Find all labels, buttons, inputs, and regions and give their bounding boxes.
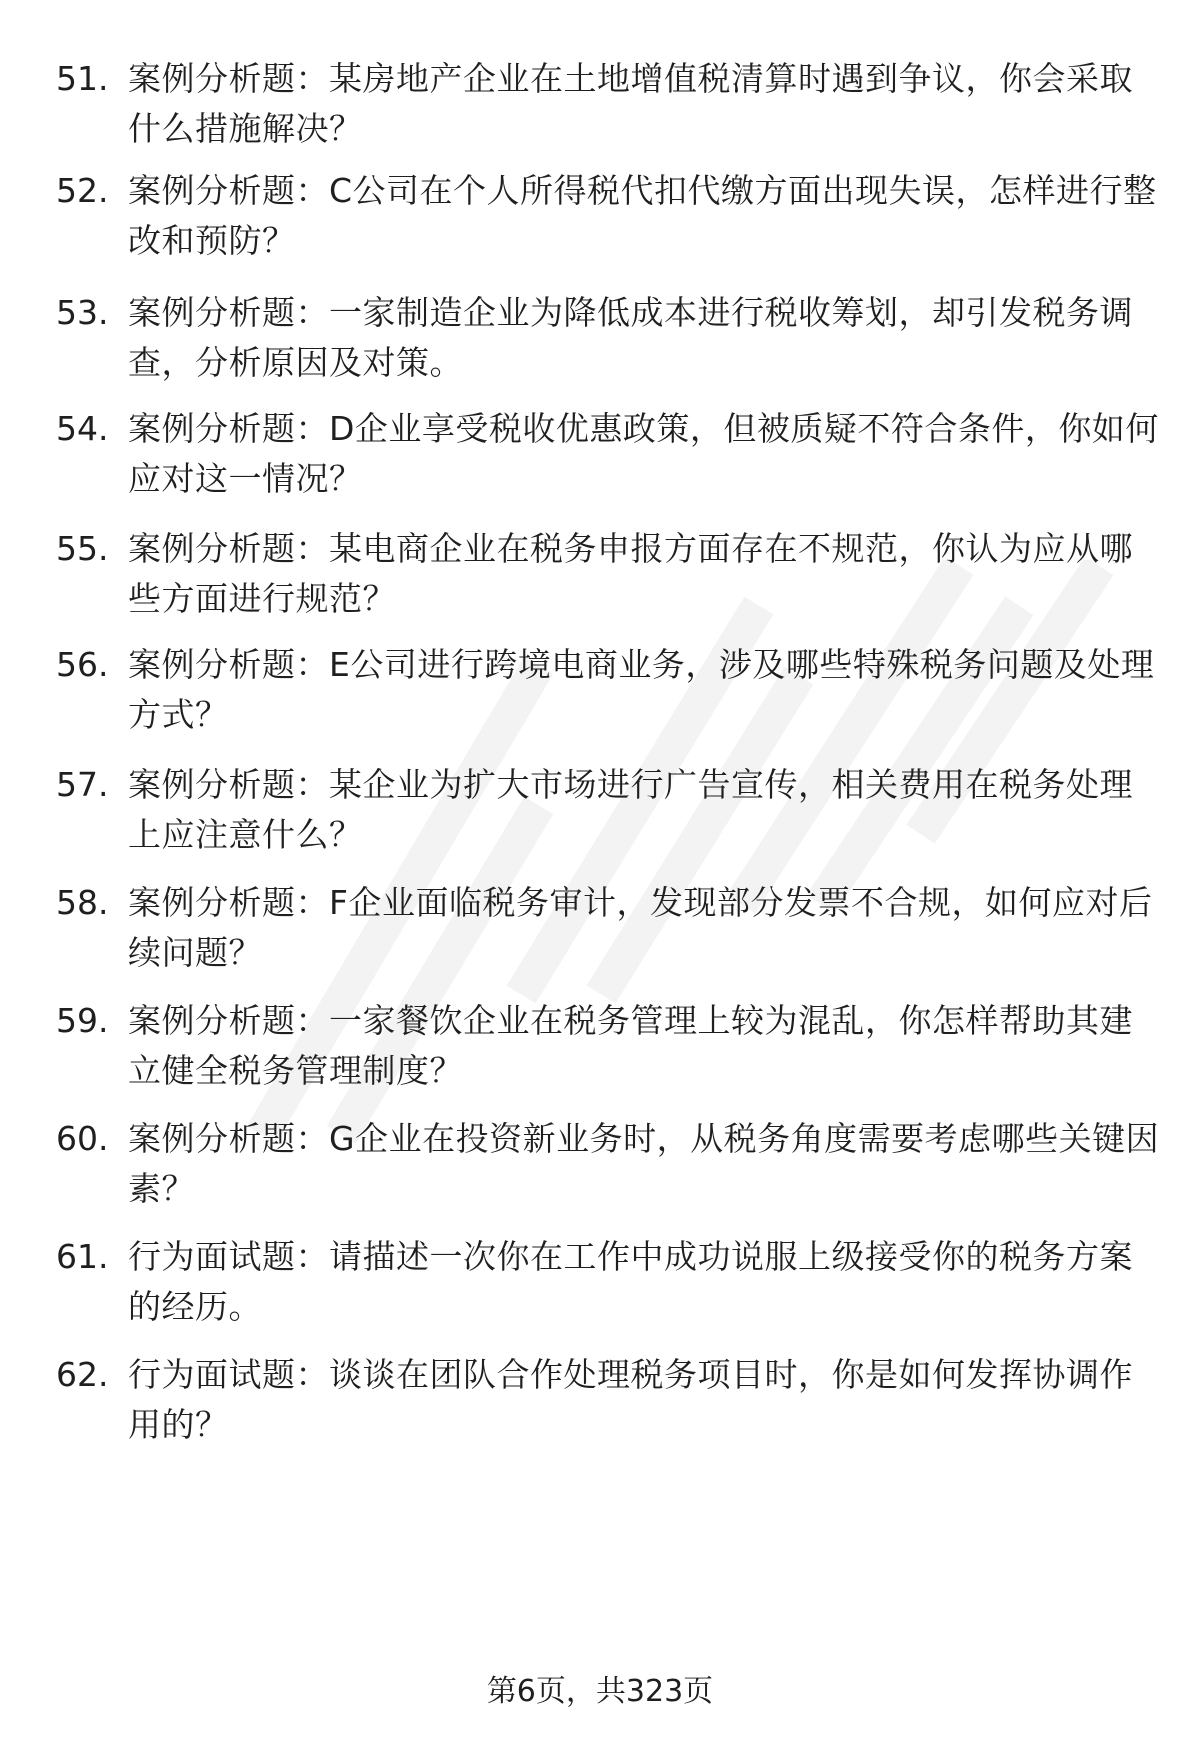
question-item-58 <box>0 878 1200 988</box>
question-number: 54. <box>56 409 109 448</box>
question-item-56 <box>0 640 1200 750</box>
question-number: 53. <box>56 293 109 332</box>
question-item-54 <box>0 404 1200 514</box>
question-text: 行为面试题：谈谈在团队合作处理税务项目时，你是如何发挥协调作用的？ <box>128 1355 1133 1444</box>
question-item-55 <box>0 524 1200 634</box>
question-text: 案例分析题：E公司进行跨境电商业务，涉及哪些特殊税务问题及处理方式？ <box>128 645 1155 734</box>
question-text: 案例分析题：某电商企业在税务申报方面存在不规范，你认为应从哪些方面进行规范？ <box>128 529 1133 618</box>
question-item-60 <box>0 1114 1200 1224</box>
question-text: 案例分析题：G企业在投资新业务时，从税务角度需要考虑哪些关键因素？ <box>128 1119 1160 1208</box>
question-text: 案例分析题：一家制造企业为降低成本进行税收筹划，却引发税务调查，分析原因及对策。 <box>128 293 1133 382</box>
question-item-51 <box>0 54 1200 164</box>
question-text: 案例分析题：某房地产企业在土地增值税清算时遇到争议，你会采取什么措施解决？ <box>128 59 1133 148</box>
question-number: 52. <box>56 171 109 210</box>
question-item-57 <box>0 760 1200 870</box>
question-text: 案例分析题：C公司在个人所得税代扣代缴方面出现失误，怎样进行整改和预防？ <box>128 171 1157 260</box>
question-number: 60. <box>56 1119 109 1158</box>
question-item-62 <box>0 1350 1200 1460</box>
question-number: 57. <box>56 765 109 804</box>
question-item-61 <box>0 1232 1200 1342</box>
question-item-53 <box>0 288 1200 398</box>
question-number: 59. <box>56 1001 109 1040</box>
question-number: 56. <box>56 645 109 684</box>
question-number: 51. <box>56 59 109 98</box>
question-text: 案例分析题：F企业面临税务审计，发现部分发票不合规，如何应对后续问题？ <box>128 883 1153 972</box>
question-text: 案例分析题：一家餐饮企业在税务管理上较为混乱，你怎样帮助其建立健全税务管理制度？ <box>128 1001 1133 1090</box>
question-text: 案例分析题：某企业为扩大市场进行广告宣传，相关费用在税务处理上应注意什么？ <box>128 765 1133 854</box>
question-text: 案例分析题：D企业享受税收优惠政策，但被质疑不符合条件，你如何应对这一情况？ <box>128 409 1159 498</box>
question-item-52 <box>0 166 1200 276</box>
question-text: 行为面试题：请描述一次你在工作中成功说服上级接受你的税务方案的经历。 <box>128 1237 1133 1326</box>
question-number: 62. <box>56 1355 109 1394</box>
question-number: 61. <box>56 1237 109 1276</box>
question-number: 55. <box>56 529 109 568</box>
page-footer: 第6页，共323页 <box>486 1674 714 1709</box>
question-item-59 <box>0 996 1200 1106</box>
question-number: 58. <box>56 883 109 922</box>
